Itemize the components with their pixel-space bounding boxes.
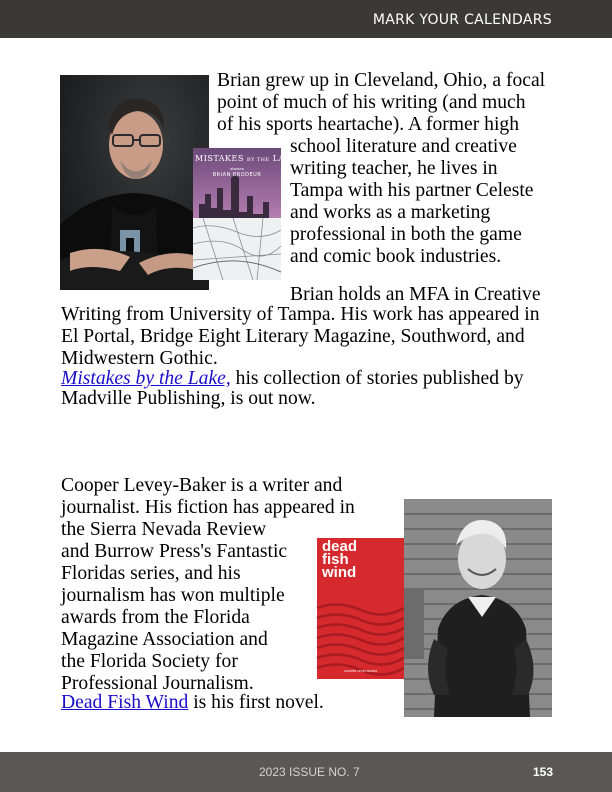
cooper-book-rest: is his first novel. bbox=[188, 692, 324, 713]
cooper-book-line bbox=[61, 692, 324, 714]
brian-side-line-3: Tampa with his partner Celeste bbox=[290, 180, 534, 201]
page-number: 153 bbox=[533, 765, 554, 779]
cover-title-by-the: BY THE bbox=[246, 157, 270, 163]
cover-title-mistakes: MISTAKES bbox=[195, 154, 244, 163]
cooper-line-2: journalist. His fiction has appeared in bbox=[61, 497, 355, 518]
mistakes-by-the-lake-link[interactable]: Mistakes by the Lake, bbox=[61, 368, 231, 389]
cover-title-lake: LAKE bbox=[272, 154, 298, 163]
brian-side-line-5: professional in both the game bbox=[290, 224, 522, 245]
cooper-line-8: Magazine Association and bbox=[61, 629, 268, 650]
brian-book-rest: his collection of stories published by bbox=[230, 368, 524, 389]
cover-author: BRIAN BRODEUR bbox=[212, 172, 262, 178]
cooper-line-3: the Sierra Nevada Review bbox=[61, 519, 267, 540]
cooper-line-7: awards from the Florida bbox=[61, 607, 250, 628]
brian-line-1: Brian grew up in Cleveland, Ohio, a focal bbox=[217, 70, 546, 91]
cover-title-fish: fish bbox=[322, 551, 349, 568]
brian-line-2: point of much of his writing (and much bbox=[217, 92, 526, 113]
issue-label: 2023 ISSUE NO. 7 bbox=[259, 765, 360, 779]
mistakes-by-the-lake-cover bbox=[193, 148, 298, 280]
brian-side-line-6: and comic book industries. bbox=[290, 246, 502, 267]
brian-portrait-photo bbox=[60, 75, 209, 290]
brian-wide-line-3: Midwestern Gothic. bbox=[61, 348, 218, 369]
cover-author: COOPER LEVEY-BAKER bbox=[343, 669, 378, 673]
brian-last-line: Madville Publishing, is out now. bbox=[61, 388, 316, 409]
brian-line-3: of his sports heartache). A former high bbox=[217, 114, 519, 135]
cover-title-dead: dead bbox=[322, 538, 358, 555]
page-header bbox=[0, 0, 612, 38]
dead-fish-wind-link[interactable]: Dead Fish Wind bbox=[61, 692, 189, 713]
brian-side-line-1: school literature and creative bbox=[290, 136, 517, 157]
cover-subtitle: stories bbox=[230, 166, 244, 171]
cooper-line-10: Professional Journalism. bbox=[61, 673, 254, 694]
brian-wide-line-1: Writing from University of Tampa. His work has appeared in bbox=[61, 304, 540, 325]
cooper-line-9: the Florida Society for bbox=[61, 651, 238, 672]
brian-book-line bbox=[61, 368, 524, 390]
cooper-line-4: and Burrow Press's Fantastic bbox=[61, 541, 288, 562]
dead-fish-wind-cover bbox=[317, 538, 404, 679]
brian-side-line-4: and works as a marketing bbox=[290, 202, 491, 223]
brian-wide-line-2: El Portal, Bridge Eight Literary Magazine, Southword, and bbox=[61, 326, 525, 347]
cooper-portrait-photo bbox=[404, 499, 552, 717]
cooper-line-1: Cooper Levey-Baker is a writer and bbox=[61, 475, 343, 496]
brian-mfa-line: Brian holds an MFA in Creative bbox=[290, 284, 541, 305]
page-footer bbox=[0, 752, 612, 792]
section-title: MARK YOUR CALENDARS bbox=[372, 12, 552, 28]
cooper-line-6: journalism has won multiple bbox=[61, 585, 285, 606]
brian-side-line-2: writing teacher, he lives in bbox=[290, 158, 498, 179]
cooper-line-5: Floridas series, and his bbox=[61, 563, 241, 584]
cover-title-wind: wind bbox=[322, 564, 357, 581]
